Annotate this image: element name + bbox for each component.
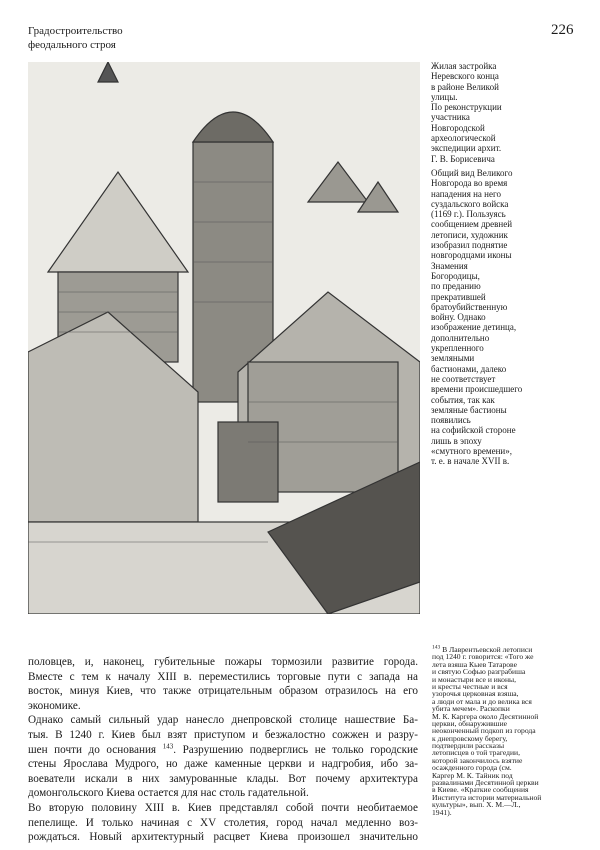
caption-line: участника: [431, 112, 470, 123]
caption-line: изображение детинца,: [431, 322, 517, 333]
footnote-line: убита мечем». Раскопки: [432, 704, 510, 714]
text-line: воеватели искали в них замурованные клады. Вот почему архитектура: [28, 772, 418, 785]
caption-line: изобразил поднятие: [431, 240, 508, 251]
text-fragment: . Разрушению подверглись не только городские: [173, 743, 419, 756]
caption-line: летописи, художник: [431, 229, 508, 240]
footnote-line: и святую Софью разграбиша: [432, 667, 526, 677]
caption-line: сообщением древней: [431, 219, 513, 230]
caption-line: (1169 г.). Пользуясь: [431, 209, 506, 220]
footnote-line: Каргер М. К. Тайник под: [432, 770, 513, 780]
caption-line: Жилая застройка: [431, 61, 497, 71]
text-line: [28, 743, 418, 758]
caption-line: улицы.: [431, 91, 458, 102]
footnote-line: узорочья церковная взяша,: [432, 689, 519, 699]
footnote-line: а люди от мала и до велика вся: [432, 696, 532, 706]
caption-line: в районе Великой: [431, 81, 499, 92]
footnote-line: развалинами Десятинной церкви: [432, 778, 539, 788]
text-line: рождаться. Новый архитектурный расцвет Киева произошел значительно: [28, 831, 418, 844]
section-title-line1: Градостроительство: [28, 25, 123, 37]
footnote-line: в Киеве. «Краткие сообщения: [432, 785, 529, 795]
caption-line: Г. В. Борисевича: [431, 153, 495, 164]
caption-line: новгородцами иконы: [431, 250, 512, 261]
text-fragment: шен почти до основания: [28, 743, 157, 756]
text-line: Однако самый сильный удар нанесло днепровской столице нашествие Ба-: [28, 714, 418, 727]
caption-line: Новгорода во время: [431, 178, 508, 189]
caption-line: нападения на него: [431, 188, 501, 199]
footnote-line: осажденного города (см.: [432, 763, 512, 773]
text-line: Во вторую половину XIII в. Киев представлял собой почти необитаемое: [28, 801, 418, 814]
caption-line: суздальского войска: [431, 198, 509, 209]
caption-line: Общий вид Великого: [431, 168, 513, 178]
text-line: стены Ярослава Мудрого, но даже каменные церкви и надгробия, ибо за-: [28, 758, 418, 771]
caption-line: археологической: [431, 133, 496, 144]
caption-line: лишь в эпоху: [431, 435, 482, 446]
footnote-line: лета взяша Кыев Татарове: [432, 659, 517, 669]
footnote-line: М. К. Каргера около Десятинной: [432, 711, 539, 721]
caption-line: по преданию: [431, 281, 481, 292]
illustration-novgorod: [28, 62, 420, 614]
text-line: восток, минуя Киев, что также отрицательным образом отразилось на его: [28, 685, 418, 698]
text-line: Вместе с тем к началу XIII в. переместились торговые пути с запада на: [28, 670, 418, 683]
caption-line: появились: [431, 415, 471, 426]
caption-line: укрепленного: [431, 343, 484, 354]
footnote-line: летописцев о той трагедии,: [432, 748, 521, 758]
footnote-line: под 1240 г. говорится: «Того же: [432, 652, 534, 662]
caption-line: земляные бастионы: [431, 404, 507, 415]
running-header: [28, 24, 123, 52]
caption-line: «смутного времени»,: [431, 446, 512, 457]
caption-line: братоубийственную: [431, 301, 508, 312]
caption-line: события, так как: [431, 394, 495, 405]
caption-line: экспедиции архит.: [431, 143, 502, 154]
caption-line: прекратившей: [431, 291, 486, 302]
footnote-line: 1941).: [432, 807, 452, 817]
footnote-143: [432, 646, 597, 816]
caption-line: времени происшедшего: [431, 384, 523, 395]
body-text: [28, 655, 418, 845]
text-line: пепелище. И только начиная с XV столетия, город начал медленно воз-: [28, 816, 418, 829]
caption-line: дополнительно: [431, 332, 490, 343]
text-line: тыя. В 1240 г. Киев был взят приступом и безжалостно сожжен и разру-: [28, 728, 418, 741]
caption-line: Богородицы,: [431, 270, 480, 281]
footnote-line: Института истории материальной: [432, 792, 542, 802]
footnote-text: В Лаврентьевской летописи: [442, 645, 533, 654]
caption-line: войну. Однако: [431, 312, 486, 323]
caption-residential: [431, 61, 596, 164]
caption-line: Новгородской: [431, 122, 485, 133]
footnote-line: которой закончилось взятие: [432, 755, 523, 765]
caption-line: бастионами, далеко: [431, 363, 507, 374]
section-title-line2: феодального строя: [28, 39, 116, 51]
caption-line: не соответствует: [431, 373, 496, 384]
caption-line: Неревского конца: [431, 71, 499, 82]
caption-novgorod-view: [431, 168, 596, 467]
footnote-line: к днепровскому берегу,: [432, 733, 508, 743]
footnote-line: и кресты честные и вся: [432, 681, 508, 691]
caption-line: т. е. в начале XVII в.: [431, 456, 510, 467]
footnote-line: культуры», вып. X. М.—Л.,: [432, 800, 521, 810]
text-line: половцев, и, наконец, губительные пожары тормозили развитие города.: [28, 656, 418, 668]
caption-line: земляными: [431, 353, 475, 364]
caption-line: По реконструкции: [431, 102, 502, 113]
footnote-number: 143: [432, 644, 441, 651]
footnote-line: церкви, обнаружившие: [432, 718, 508, 728]
footnote-reference[interactable]: 143: [162, 741, 174, 750]
text-line: домонгольского Киева остается для нас столь гадательной.: [28, 787, 309, 800]
page-number: 226: [551, 22, 574, 38]
text-line: экономике.: [28, 699, 81, 712]
sketch-image: [28, 62, 420, 614]
caption-line: Знамения: [431, 260, 468, 271]
caption-line: на софийской стороне: [431, 425, 516, 436]
footnote-line: подтвердили рассказы: [432, 741, 505, 751]
footnote-line: и монастыри все и иконы,: [432, 674, 517, 684]
footnote-line: неоконченный подкоп из города: [432, 726, 536, 736]
